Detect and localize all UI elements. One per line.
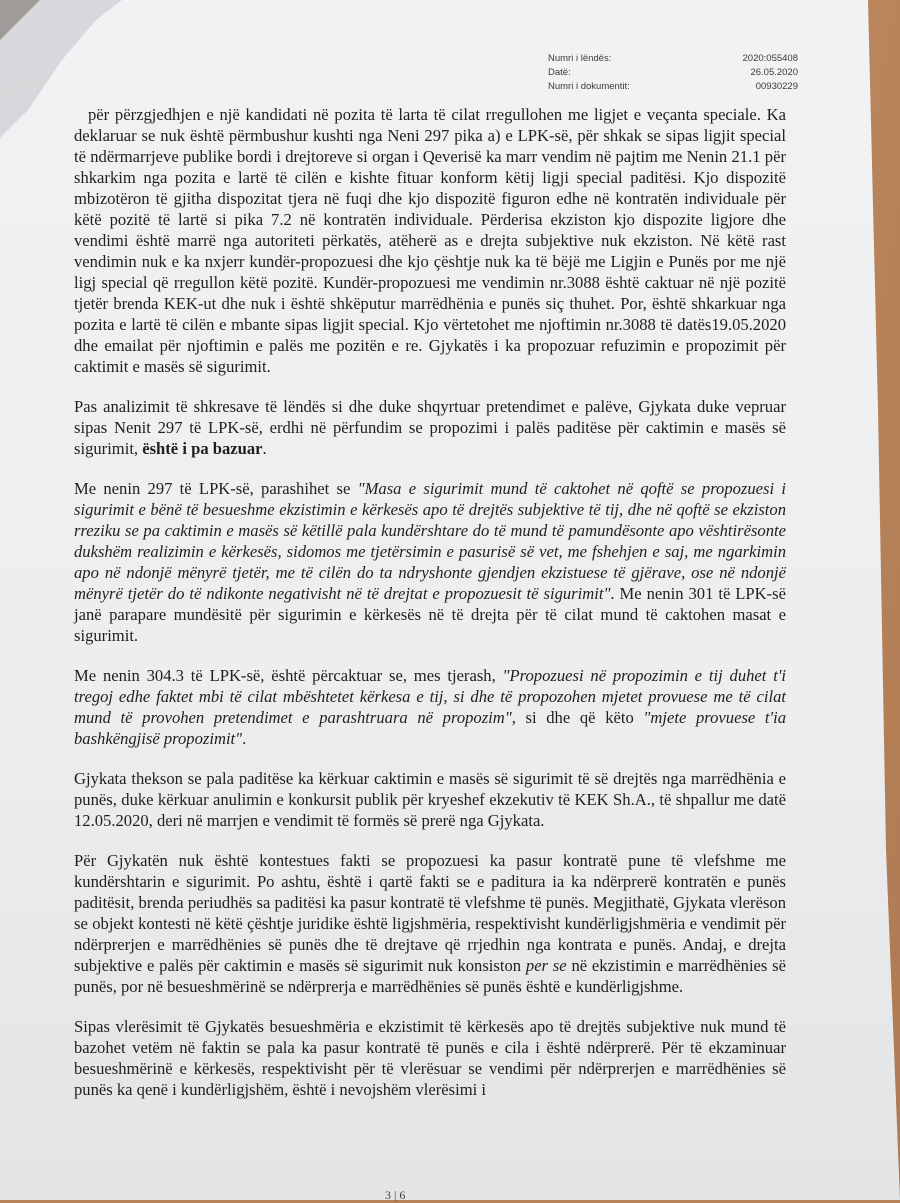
document-number-value: 00930229 — [755, 81, 798, 92]
paragraph-3 — [74, 478, 786, 646]
date-label: Datë: — [548, 67, 571, 78]
paragraph-2 — [74, 396, 786, 459]
page-number: 3 | 6 — [385, 1188, 406, 1202]
document-number-row — [548, 80, 798, 94]
paragraph-4-end: . — [242, 729, 247, 748]
paragraph-1: për përzgjedhjen e një kandidati në pozita të larta të cilat rregullohen me ligjet e veçanta speciale. Ka deklaruar se nuk është përmbushur kushti nga Neni 297 pika a) e LPK-së, për shkak se sipas ligjit special të ndërmarrjeve publike bordi i drejtoreve si organ i Qeverisë ka marr vendim në pajtim me Nenin 21.1 për shkarkim nga pozita e lartë të cilën e kishte fituar konform këtij ligji special paditësi. Kjo dispozitë mbizotëron të gjitha dispozitat tjera në fuqi dhe kjo dispozitë figuron edhe në kontratën individuale për këtë pozitë të lartë si pika 7.2 në kontratën individuale. Përderisa ekziston kjo dispozite ligjore dhe vendimi është marrë nga autoriteti përkatës, atëherë as e drejta subjektive nuk ekziston. Në këtë rast vendimin nuk e ka nxjerr kundër-propozuesi dhe kjo çështje nuk ka të bëjë me Ligjin e Punës por me një ligj special që rregullon këtë pozitë. Kundër-propozuesi me vendimin nr.3088 është caktuar në një pozitë tjetër brenda KEK-ut dhe nuk i është shkëputur marrëdhënia e punës siç thuhet. Por, është shkarkuar nga pozita e lartë të cilën e mbante sipas ligjit special. Kjo vërtetohet me njoftimin nr.3088 të datës19.05.2020 dhe emailat për njoftimin e palës me pozitën e re. Gjykatës i ka propozuar refuzimin e propozimit për caktimit e masës së sigurimit. — [74, 105, 786, 376]
paragraph-4-mid: , si dhe që këto — [511, 708, 644, 727]
date-value: 26.05.2020 — [750, 67, 798, 78]
document-number-label: Numri i dokumentit: — [548, 81, 630, 92]
date-row — [548, 66, 798, 80]
paragraph-4-intro: Me nenin 304.3 të LPK-së, është përcaktuar se, mes tjerash, — [74, 666, 503, 685]
paragraph-2-end: . — [262, 439, 267, 458]
paragraph-6-text-a: Për Gjykatën nuk është kontestues fakti se propozuesi ka pasur kontratë pune të vlefshme me kundërshtarin e sigurimit. Po ashtu, është i qartë fakti se e paditura ia ka ndërprerë kontratën e punës paditësit, brenda periudhës sa paditësi ka pasur kontratë të vlefshme të punës. Megjithatë, Gjykata vlerëson se objekt kontesti në këtë çështje juridike është ligjshmëria, respektivisht kundërligjshmëria e vendimit për ndërprerjen e marrëdhënies së punës dhe të drejtave që rrjedhin nga kontrata e punës. Andaj, e drejta subjektive e palës për caktimin e masës së sigurimit nuk konsiston — [74, 851, 786, 975]
paragraph-5: Gjykata thekson se pala paditëse ka kërkuar caktimin e masës së sigurimit të së drejtës nga marrëdhënia e punës, duke kërkuar anulimin e konkursit publik për kryeshef ekzekutiv të KEK Sh.A., të shpallur me datë 12.05.2020, deri në marrjen e vendimit të formës së prerë nga Gjykata. — [74, 769, 786, 830]
case-number-label: Numri i lëndës: — [548, 53, 612, 64]
paragraph-4 — [74, 665, 786, 749]
case-number-row — [548, 52, 798, 66]
paragraph-6 — [74, 850, 786, 997]
paragraph-4-quote-2: "mjete provuese t'ia bashkëngjisë propozimit" — [74, 708, 786, 748]
paragraph-7: Sipas vlerësimit të Gjykatës besueshmëria e ekzistimit të kërkesës apo të drejtës subjektive nuk mund të bazohet vetëm në faktin se pala ka pasur kontratë të punës e cila i është ndërprerë. Për të ekzaminuar besueshmërinë e kërkesës, respektivisht për të vlerësuar se vendimi për ndërprerjen e marrëdhënies së punës ka qenë i kundërligjshëm, është i nevojshëm vlerësimi i — [74, 1017, 786, 1099]
paragraph-3-intro: Me nenin 297 të LPK-së, parashihet se — [74, 479, 358, 498]
document-metadata — [548, 52, 798, 94]
paragraph-6-text-b: në ekzistimin e marrëdhënies së punës, por në besueshmërinë se ndërprerja e marrëdhënies së punës është e kundërligjshme. — [74, 956, 786, 996]
document-body — [74, 104, 786, 1119]
paragraph-3-quote: "Masa e sigurimit mund të caktohet në qoftë se propozuesi i sigurimit e bënë të besueshme ekzistimin e kërkesës apo të drejtës subjektive të tij, dhe në qoftë se ekziston rreziku se pa caktimin e masës së këtillë pala kundërshtare do të mund të pamundësonte apo vështirësonte dukshëm realizimin e kërkesës, sidomos me tjetërsimin e pasurisë së vet, me fshehjen e saj, me ngarkimin apo në ndonjë mënyrë tjetër, me të cilën do ta ndryshonte gjendjen ekzistuese të gjërave, ose në ndonjë mënyrë tjetër do të ndikonte negativisht në të drejtat e propozuesit të sigurimit" — [74, 479, 786, 603]
paragraph-6-latin-term: per se — [525, 956, 567, 975]
paragraph-3-end: . Me nenin 301 të LPK-së janë parapare mundësitë për sigurimin e kërkesës në të drejta për të cilat mund të caktohen masat e sigurimit. — [74, 584, 786, 645]
paragraph-4-quote-1: "Propozuesi në propozimin e tij duhet t'i tregoj edhe faktet mbi të cilat mbështetet kërkesa e tij, si dhe të propozohen mjetet provuese me të cilat mund të provohen pretendimet e parashtruara në propozim" — [74, 666, 786, 727]
paragraph-2-text: Pas analizimit të shkresave të lëndës si dhe duke shqyrtuar pretendimet e palëve, Gjykata duke vepruar sipas Nenit 297 të LPK-së, erdhi në përfundim se propozimi i palës paditëse për caktimin e masës së sigurimit, — [74, 397, 786, 458]
case-number-value: 2020:055408 — [742, 53, 798, 64]
paragraph-2-ruling: është i pa bazuar — [142, 439, 263, 458]
